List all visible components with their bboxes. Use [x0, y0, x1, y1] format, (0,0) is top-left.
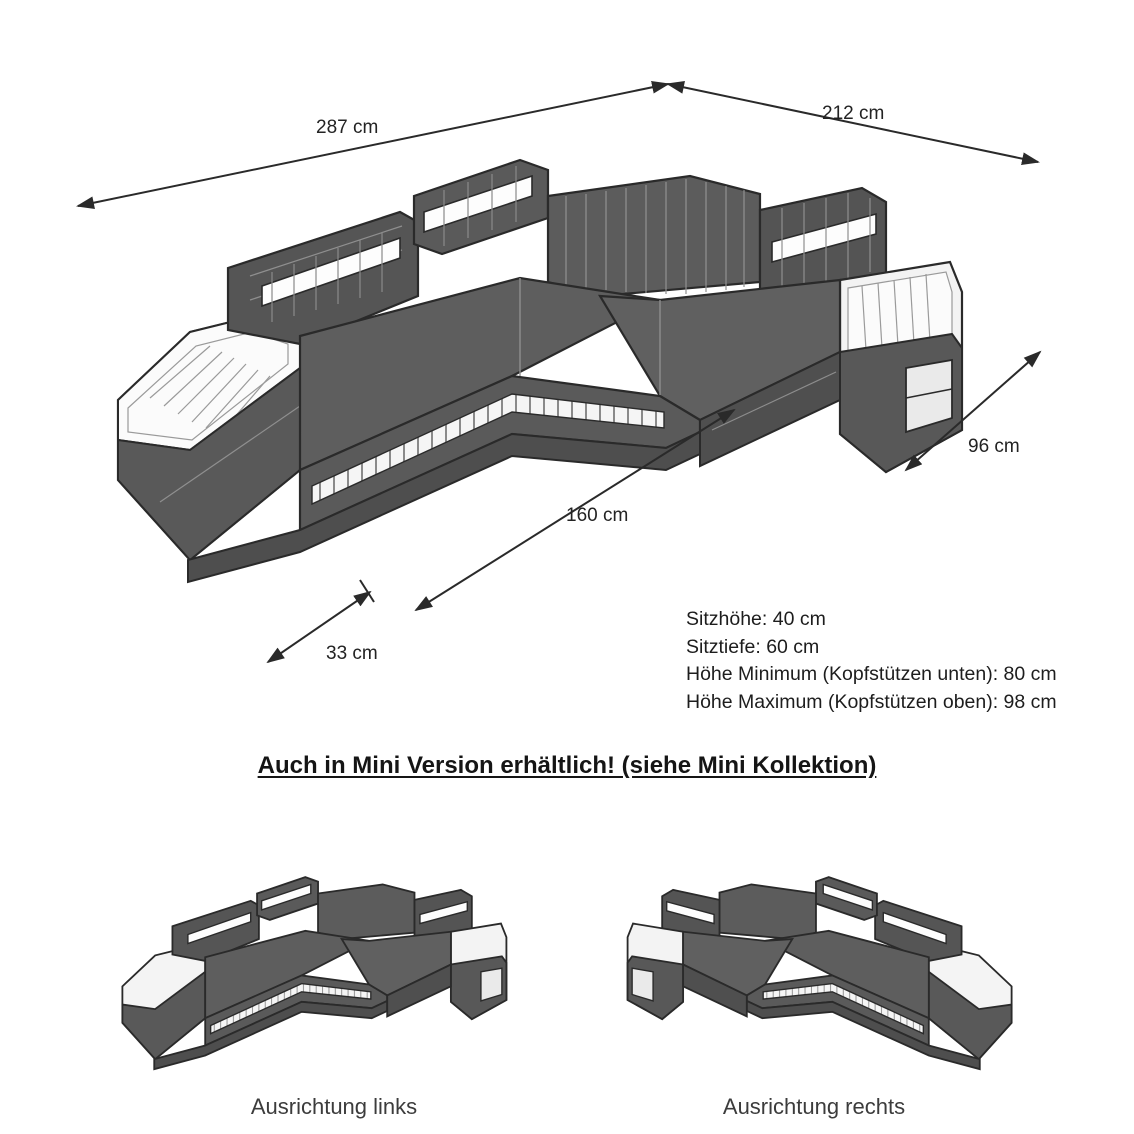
dimension-line-287 — [78, 84, 668, 206]
sofa-left-section — [118, 316, 300, 560]
spec-height-min: Höhe Minimum (Kopfstützen unten): 80 cm — [686, 663, 1057, 685]
dimension-label-96: 96 cm — [968, 436, 1020, 457]
spec-seat-depth: Sitztiefe: 60 cm — [686, 635, 820, 658]
main-sofa-illustration — [118, 160, 962, 582]
sofa-right-arm — [840, 262, 962, 472]
specification-list — [686, 606, 1057, 716]
dimension-label-212: 212 cm — [822, 103, 885, 124]
mini-sofa-left — [122, 877, 506, 1069]
spec-height-max: Höhe Maximum (Kopfstützen oben): 98 cm — [686, 690, 1057, 713]
dimension-label-287: 287 cm — [316, 117, 379, 138]
mini-version-title: Auch in Mini Version erhältlich! (siehe Mini Kollektion) — [257, 752, 877, 779]
sofa-main-backrest — [548, 176, 760, 296]
mini-sofa-right — [628, 877, 1012, 1069]
spec-seat-height: Sitzhöhe: 40 cm — [686, 608, 826, 630]
caption-orientation-left: Ausrichtung links — [250, 1094, 418, 1119]
dimension-label-160: 160 cm — [566, 505, 629, 526]
caption-orientation-right: Ausrichtung rechts — [722, 1094, 906, 1119]
dimension-label-33: 33 cm — [326, 643, 378, 664]
sofa-center-headrest — [414, 160, 548, 254]
